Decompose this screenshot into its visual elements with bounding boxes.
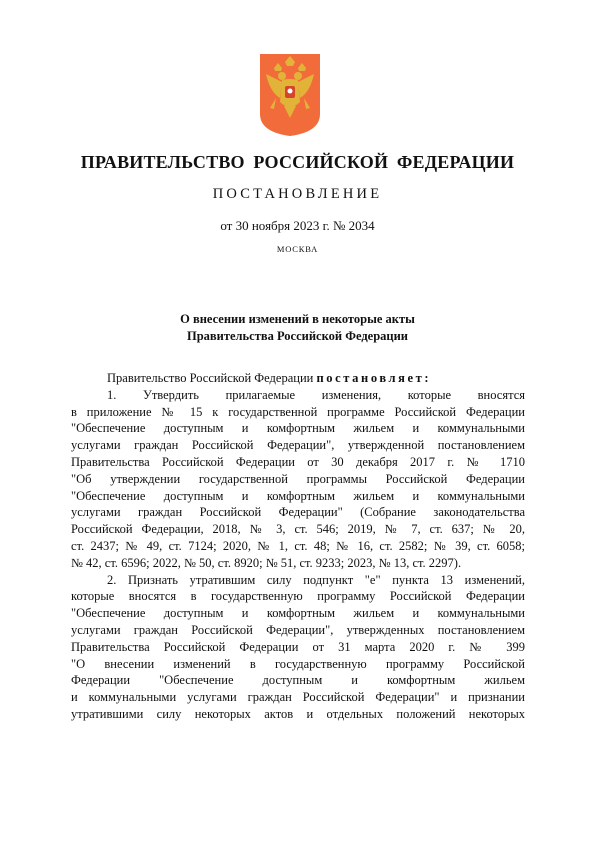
intro-line xyxy=(71,370,525,387)
body-line: 2. Признать утратившим силу подпункт "е" пункта 13 изменений, xyxy=(107,572,525,587)
body-line: ст. 2437; № 49, ст. 7124; 2020, № 1, ст. 48; № 16, ст. 2582; № 39, ст. 6058; xyxy=(71,538,525,553)
body-line: услугами граждан Российской Федерации", утвержденных постановлением xyxy=(71,622,525,637)
body-line: Правительства Российской Федерации от 31 марта 2020 г. № 399 xyxy=(71,639,525,654)
document-date-number: от 30 ноября 2023 г. № 2034 xyxy=(220,218,375,233)
body-line: Российской Федерации, 2018, № 3, ст. 546; 2019, № 7, ст. 637; № 20, xyxy=(71,522,525,537)
subject-line-2: Правительства Российской Федерации xyxy=(186,329,409,343)
body-line: "Об утверждении государственной программы Российской Федерации xyxy=(71,471,525,486)
government-title: ПРАВИТЕЛЬСТВО РОССИЙСКОЙ ФЕДЕРАЦИИ xyxy=(80,152,515,172)
document-city: МОСКВА xyxy=(276,244,319,254)
document-subject xyxy=(0,311,595,345)
coat-of-arms-icon xyxy=(258,52,322,138)
body-line: 1. Утвердить прилагаемые изменения, которые вносятся xyxy=(107,387,525,402)
body-line: № 42, ст. 6596; 2022, № 50, ст. 8920; № 51, ст. 9233; 2023, № 13, ст. 2297). xyxy=(71,555,462,570)
body-line: в приложение № 15 к государственной программе Российской Федерации xyxy=(71,404,525,419)
intro-lead: Правительство Российской Федерации xyxy=(107,371,317,385)
body-line: и коммунальными услугами граждан Российской Федерации" и признании xyxy=(71,690,525,705)
intro-resolves: постановляет: xyxy=(316,371,432,385)
body-line: Федерации "Обеспечение доступным и комфортным жильем xyxy=(71,673,525,688)
body-line: "Обеспечение доступным и комфортным жильем и коммунальными xyxy=(71,606,525,621)
body-line: которые вносятся в государственную программу Российской Федерации xyxy=(71,589,525,604)
body-line: Правительства Российской Федерации от 30 декабря 2017 г. № 1710 xyxy=(71,454,525,469)
body-line: "О внесении изменений в государственную программу Российской xyxy=(71,656,525,671)
subject-line-1: О внесении изменений в некоторые акты xyxy=(180,312,415,326)
body-line: утратившими силу некоторых актов и отдельных положений некоторых xyxy=(71,706,525,721)
body-line: "Обеспечение доступным и комфортным жильем и коммунальными xyxy=(71,421,525,436)
document-kind: ПОСТАНОВЛЕНИЕ xyxy=(212,186,383,202)
document-body xyxy=(71,370,525,723)
body-line: услугами граждан Российской Федерации", утвержденной постановлением xyxy=(71,438,525,453)
body-line: "Обеспечение доступным и комфортным жильем и коммунальными xyxy=(71,488,525,503)
body-line: услугами граждан Российской Федерации" (Собрание законодательства xyxy=(71,505,525,520)
